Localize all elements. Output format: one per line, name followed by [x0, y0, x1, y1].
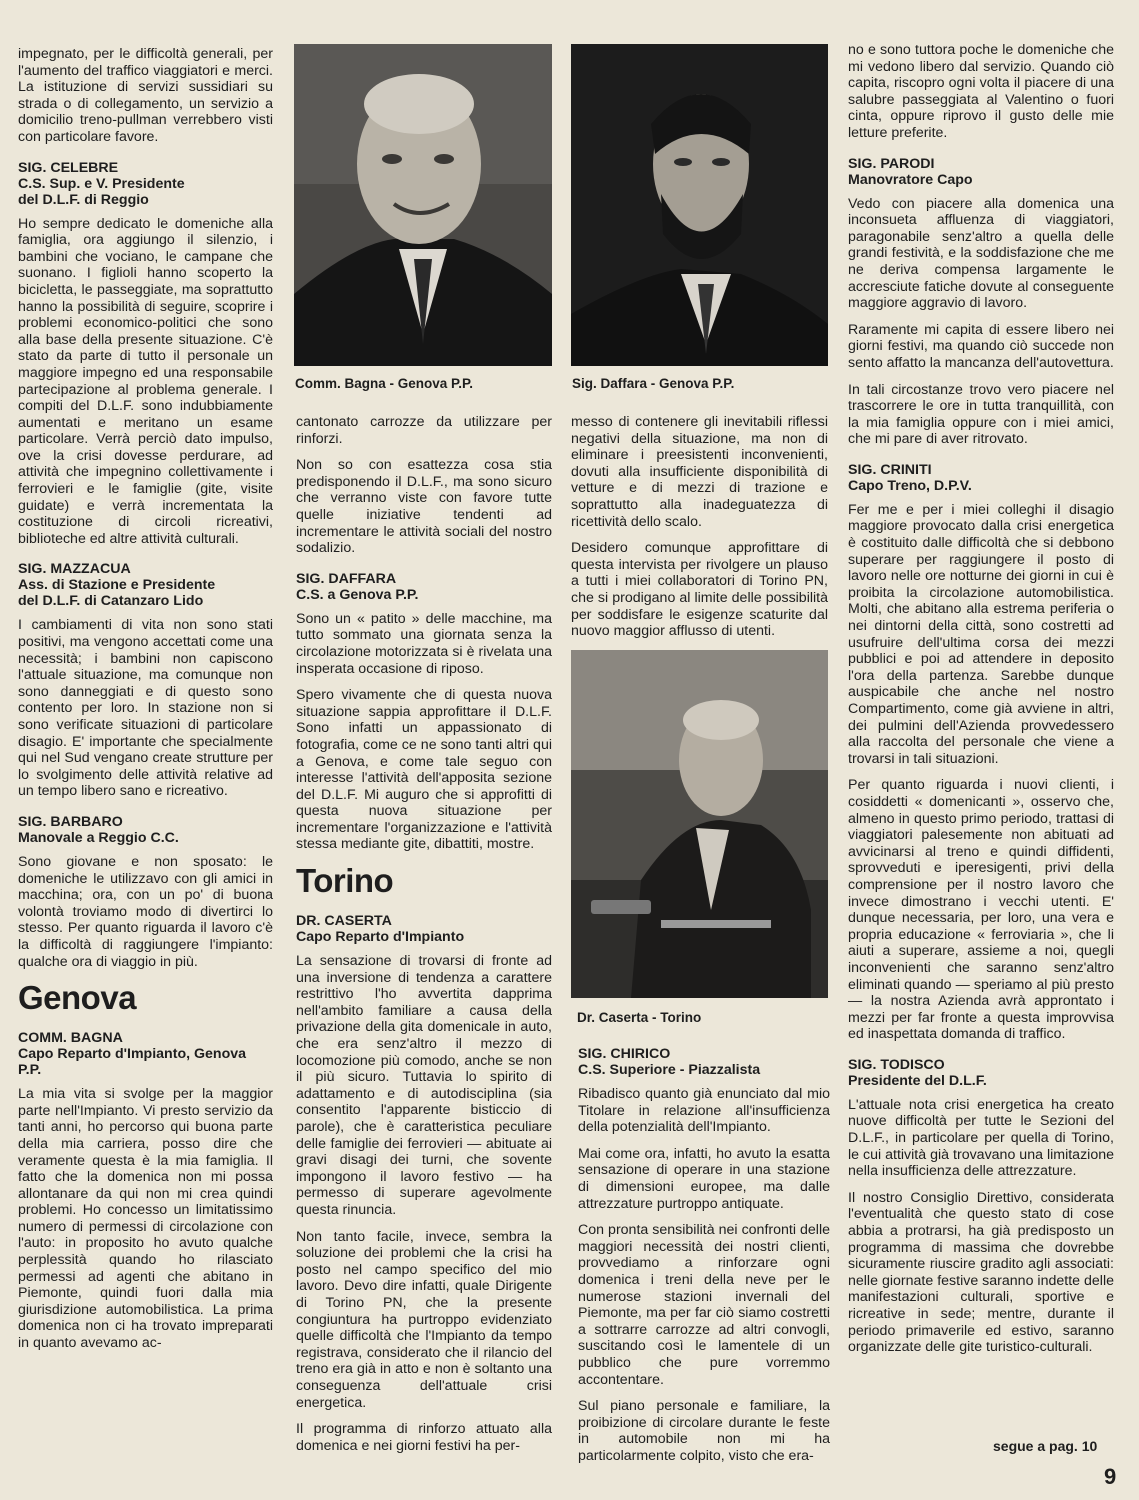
interview-header-parodi: [848, 156, 1114, 188]
portrait-illustration: [294, 44, 552, 366]
interview-header-celebre: [18, 160, 273, 208]
interview-text: Sul piano personale e familiare, la proibizione di circolare durante le feste in automobile non mi ha particolarmente colpito, visto che era-: [578, 1398, 830, 1464]
section-heading-torino: Torino: [296, 862, 394, 900]
continued-on-page: segue a pag. 10: [993, 1438, 1098, 1454]
photo-caption-caserta: Dr. Caserta - Torino: [577, 1010, 702, 1025]
interviewee-role: Manovale a Reggio C.C.: [18, 829, 179, 846]
interview-text: Ribadisco quanto già enunciato dal mio Titolare in relazione all'insufficienza della potenzialità dell'Impianto.: [578, 1086, 830, 1136]
column-3-lower: [578, 1046, 830, 1474]
interview-text: Fer me e per i miei colleghi il disagio maggiore provocato dalla crisi energetica è costituito dalle difficoltà che si debbono superare per raggiungere il posto di lavoro nelle ore notturne dei giorni in cui è proibita la circolazione automobilistica. Molti, che abitano alla estrema periferia o nei dintorni della città, sono costretti ad usufruire dell'ultima corsa dei mezzi pubblici e poi ad attendere in deposito l'ora della partenza. Sarebbe dunque auspicabile che anche nel nostro Compartimento, come già avviene in altri, dei pulmini dell'Azienda provvedessero alla raccolta del personale che viene a trovarsi in tali situazioni.: [848, 501, 1114, 767]
interview-header-caserta: [296, 913, 552, 945]
interview-text: Sono giovane e non sposato: le domeniche le utilizzavo con gli amici in macchina; ora, con un po' di buona volontà troviamo modo di divertirci lo stesso. Per quanto riguarda il lavoro c'è la difficoltà di raggiungere l'impianto: qualche ora di viaggio in più.: [18, 853, 273, 970]
portrait-illustration: [571, 650, 828, 998]
interview-text: Mai come ora, infatti, ho avuto la esatta sensazione di operare in una stazione di dimensioni europee, ma dalle attrezzature purtroppo antiquate.: [578, 1145, 830, 1212]
interviewee-role: Capo Reparto d'Impianto, Genova P.P.: [18, 1046, 247, 1079]
photo-caption-bagna: Comm. Bagna - Genova P.P.: [295, 376, 474, 391]
interviewee-role: del D.L.F. di Reggio: [18, 191, 149, 208]
interviewee-name: SIG. MAZZACUA: [18, 561, 131, 578]
interview-header-bagna: [18, 1030, 273, 1078]
interview-text: I cambiamenti di vita non sono stati positivi, ma vengono accettati come una necessità; i bambini non capiscono l'attuale situazione, ma comunque non sono danneggiati e di questo sono contento per loro. In stazione non si sono verificate situazioni di particolare disagio. E' importante che specialmente qui nel Sud vengano create strutture per lo svolgimento delle attività relative ad un tempo libero sano e ricreativo.: [18, 617, 273, 800]
continued-text: cantonato carrozze da utilizzare per rinforzi.: [296, 414, 552, 447]
column-1: [18, 46, 273, 1362]
interview-text: La mia vita si svolge per la maggior parte nell'Impianto. Vi presto servizio da tanti anni, ho percorso qui buona parte della mia carriera, posso dire che veramente questa è la mia famiglia. Il fatto che la domenica non mi possa allontanare da qui non mi crea quindi problemi. Ho concesso un limitatissimo numero di permessi di circolazione con l'auto: in proposito ho avuto qualche perplessità quando ho rilasciato permessi ad agenti che abitano in Piemonte, quindi fuori dalla mia giurisdizione automobilistica. La prima domenica non ci ha trovato impreparati in quanto avevamo ac-: [18, 1086, 273, 1352]
interviewee-name: SIG. CRINITI: [848, 461, 932, 478]
continued-text: messo di contenere gli inevitabili riflessi negativi della situazione, ma non di eliminare i preesistenti inconvenienti, dovuti alla insufficiente disponibilità di vetture e di mezzi di trazione e soprattutto alla inadeguatezza di ricettività dello scalo.: [571, 414, 828, 530]
interview-text: Non tanto facile, invece, sembra la soluzione dei problemi che la crisi ha posto nel campo specifico del mio lavoro. Devo dire infatti, quale Dirigente di Torino PN, che la presente congiuntura ha purtroppo evidenziato quelle difficoltà che l'Impianto da tempo registrava, considerato che il rilancio del treno era già in atto e non è soltanto una conseguenza dell'attuale crisi energetica.: [296, 1228, 552, 1411]
interviewee-role: Presidente del D.L.F.: [848, 1072, 987, 1089]
interview-text: Con pronta sensibilità nei confronti delle maggiori necessità dei nostri clienti, provvediamo a rinforzare ogni domenica i treni della neve per le numerose stazioni invernali del Piemonte, ma per far ciò siamo costretti a sottrarre carrozze ad altri convogli, suscitando così le lamentele di un pubblico che pure vorremmo accontentare.: [578, 1222, 830, 1388]
interviewee-role: C.S. Sup. e V. Presidente: [18, 175, 185, 192]
interview-header-mazzacua: [18, 561, 273, 609]
interview-text: Sono un « patito » delle macchine, ma tutto sommato una giornata senza la circolazione motorizzata si è rivelata una insperata occasione di riposo.: [296, 610, 552, 677]
interviewee-name: SIG. CHIRICO: [578, 1046, 671, 1062]
interviewee-role: del D.L.F. di Catanzaro Lido: [18, 593, 204, 610]
interview-text: Il nostro Consiglio Direttivo, considerata l'eventualità che questo stato di cose abbia a protrarsi, ha già predisposto un programma di massima che dovrebbe sicuramente riuscire gradito agli associati: nelle giornate festive saranno indette delle manifestazioni culturali, sportive e ricreative in sede; mentre, durante il periodo primaverile ed estivo, saranno organizzate delle gite turistico-culturali.: [848, 1189, 1114, 1356]
interview-text: L'attuale nota crisi energetica ha creato nuove difficoltà per tutte le Sezioni del D.L.F., in particolare per quella di Torino, le cui attività già trovavano una limitazione nella insufficienza delle attrezzature.: [848, 1096, 1114, 1180]
interview-text: Vedo con piacere alla domenica una inconsueta affluenza di viaggiatori, paragonabile senz'altro a quella delle grandi festività, e la soddisfazione che me ne deriva compensa largamente le accresciute fatiche dovute al conseguente maggiore aggravio di lavoro.: [848, 195, 1114, 312]
interviewee-role: Ass. di Stazione e Presidente: [18, 577, 216, 594]
interview-text: Ho sempre dedicato le domeniche alla famiglia, ora aggiungo il silenzio, i bambini che vociano, le campane che suonano. I figlioli hanno scoperto la bicicletta, le passeggiate, ma soprattutto hanno la possibilità di seguire, scoprire i problemi economico-politici che sono alla base della presente situazione. C'è stato da parte di tutto il personale un maggiore impegno ed una responsabile partecipazione al problema generale. I compiti del D.L.F. sono indubbiamente aumentati e meritano un esame particolare. Verrà perciò dato impulso, ove la crisi dovesse perdurare, ad attività che impegnino collettivamente i ferrovieri e le famiglie (gite, visite guidate) e verrà incrementata la costituzione di circoli ricreativi, biblioteche ed altre attività culturali.: [18, 215, 273, 547]
interview-header-criniti: [848, 462, 1114, 494]
interviewee-role: Manovratore Capo: [848, 171, 973, 188]
interviewee-name: SIG. CELEBRE: [18, 159, 119, 176]
interviewee-role: C.S. Superiore - Piazzalista: [578, 1062, 761, 1078]
photo-comm-bagna: [294, 44, 552, 366]
photo-caption-daffara: Sig. Daffara - Genova P.P.: [572, 376, 735, 391]
interviewee-name: SIG. TODISCO: [848, 1056, 945, 1073]
interview-header-daffara: [296, 571, 552, 603]
intro-paragraph: impegnato, per le difficoltà generali, per l'aumento del traffico viaggiatori e merci. La istituzione di servizi sussidiari su strada o di collegamento, un servizio a domicilio treno-pullman verrebbero visti con particolare favore.: [18, 46, 273, 145]
interviewee-role: C.S. a Genova P.P.: [296, 586, 419, 603]
interview-text: La sensazione di trovarsi di fronte ad una inversione di tendenza a carattere restrittivo l'ho avvertita dapprima nell'ambito familiare a causa della privazione della gita domenicale in auto, che era senz'altro il mezzo di locomozione più comodo, anche se non il più sicuro. Tuttavia lo spirito di adattamento e di autodisciplina (sia consentito l'apparente bisticcio di parole), che è caratteristica peculiare delle famiglie dei ferrovieri — abituate ai gravi disagi dei turni, che sovente impongono il lavoro festivo — ha permesso di superare agevolmente questa rinuncia.: [296, 953, 552, 1218]
continued-text: Desidero comunque approfittare di questa intervista per rivolgere un plauso a tutti i miei collaboratori di Torino PN, che si prodigano al limite delle possibilità per soddisfare le esigenze scaturite dal nuovo maggior afflusso di utenti.: [571, 540, 828, 640]
interview-header-todisco: [848, 1057, 1114, 1089]
interviewee-name: SIG. PARODI: [848, 155, 935, 172]
interview-header-barbaro: [18, 814, 273, 846]
interviewee-name: DR. CASERTA: [296, 913, 392, 930]
portrait-illustration: [571, 44, 828, 366]
interviewee-role: Capo Reparto d'Impianto: [296, 929, 465, 946]
photo-sig-daffara: [571, 44, 828, 366]
interview-text: Raramente mi capita di essere libero nei giorni festivi, ma quando ciò succede non sento affatto la mancanza dell'autovettura.: [848, 321, 1114, 371]
section-heading-genova: Genova: [18, 979, 137, 1017]
interview-text: Il programma di rinforzo attuato alla domenica e nei giorni festivi ha per-: [296, 1421, 552, 1454]
column-2: [296, 414, 552, 1464]
interviewee-name: COMM. BAGNA: [18, 1030, 123, 1047]
continued-text: Non so con esattezza cosa stia predisponendo il D.L.F., ma sono sicuro che verranno viste con favore tutte quelle iniziative tendenti ad incrementare le attività sociali del nostro sodalizio.: [296, 457, 552, 557]
photo-dr-caserta: [571, 650, 828, 998]
interview-text: Per quanto riguarda i nuovi clienti, i cosiddetti « domenicanti », osservo che, almeno in questo primo periodo, trattasi di viaggiatori palesemente non abituati ad avvicinarsi al treno e quindi diffidenti, sprovveduti e iperesigenti, privi della comprensione per il nostro lavoro che invece dimostrano i vecchi utenti. E' dunque necessaria, per loro, una vera e propria educazione « ferroviaria », che li aiuti a superare, assieme a noi, quegli inconvenienti che saranno senz'altro eliminati quando — speriamo al più presto — la nostra Azienda avrà approntato i mezzi per far fronte a questa improvvisa ed inaspettata domanda di traffico.: [848, 777, 1114, 1043]
interviewee-name: SIG. DAFFARA: [296, 570, 397, 587]
interview-text: Spero vivamente che di questa nuova situazione sappia approfittare il D.L.F. Sono infatti un appassionato di fotografia, come ce ne sono tanti altri qui a Genova, e come tale seguo con interesse l'attività dell'apposita sezione del D.L.F. Mi auguro che si approfitti di questa nuova situazione per incrementare l'organizzazione e l'attività stessa mediante gite, dibattiti, mostre.: [296, 687, 552, 853]
interviewee-role: Capo Treno, D.P.V.: [848, 477, 972, 494]
continued-text: no e sono tuttora poche le domeniche che mi vedono libero dal servizio. Quando ciò capita, riscopro ogni volta il piacere di una salubre passeggiata al Valentino o fuori cinta, oppure riprovo il gusto delle mie letture preferite.: [848, 42, 1114, 141]
column-3: [571, 414, 828, 650]
column-4: [848, 42, 1114, 1366]
page-number: 9: [1104, 1464, 1117, 1489]
interviewee-name: SIG. BARBARO: [18, 813, 123, 830]
interview-text: In tali circostanze trovo vero piacere nel trascorrere le ore in tutta tranquillità, con la mia famiglia oppure con i miei amici, che mi pare di aver ritrovato.: [848, 381, 1114, 448]
interview-header-chirico: [578, 1046, 830, 1078]
